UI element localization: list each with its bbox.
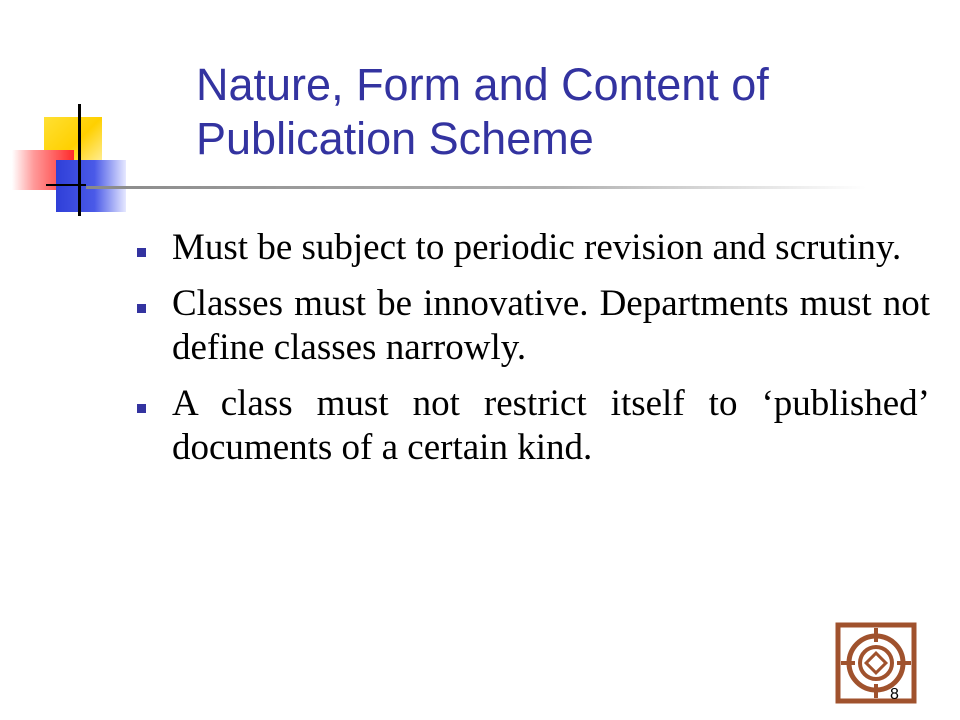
square-bullet-icon: [137, 304, 146, 313]
bullet-text: A class must not restrict itself to ‘published’ documents of a certain kind.: [172, 383, 930, 468]
decorative-horizontal-line: [46, 184, 86, 186]
page-number: 8: [890, 686, 899, 703]
bullet-list: [134, 226, 930, 482]
bullet-item: [134, 382, 930, 470]
bullet-text: Must be subject to periodic revision and scrutiny.: [172, 227, 902, 268]
decorative-vertical-line: [78, 104, 81, 216]
emblem-logo-icon: [835, 622, 917, 704]
square-bullet-icon: [137, 404, 146, 413]
slide-title: Nature, Form and Content of Publication Scheme: [196, 59, 769, 164]
bullet-item: [134, 226, 930, 270]
bullet-item: [134, 282, 930, 370]
bullet-text: Classes must be innovative. Departments must not define classes narrowly.: [172, 283, 930, 368]
square-bullet-icon: [137, 248, 146, 257]
title-underline-rule: [86, 186, 866, 189]
